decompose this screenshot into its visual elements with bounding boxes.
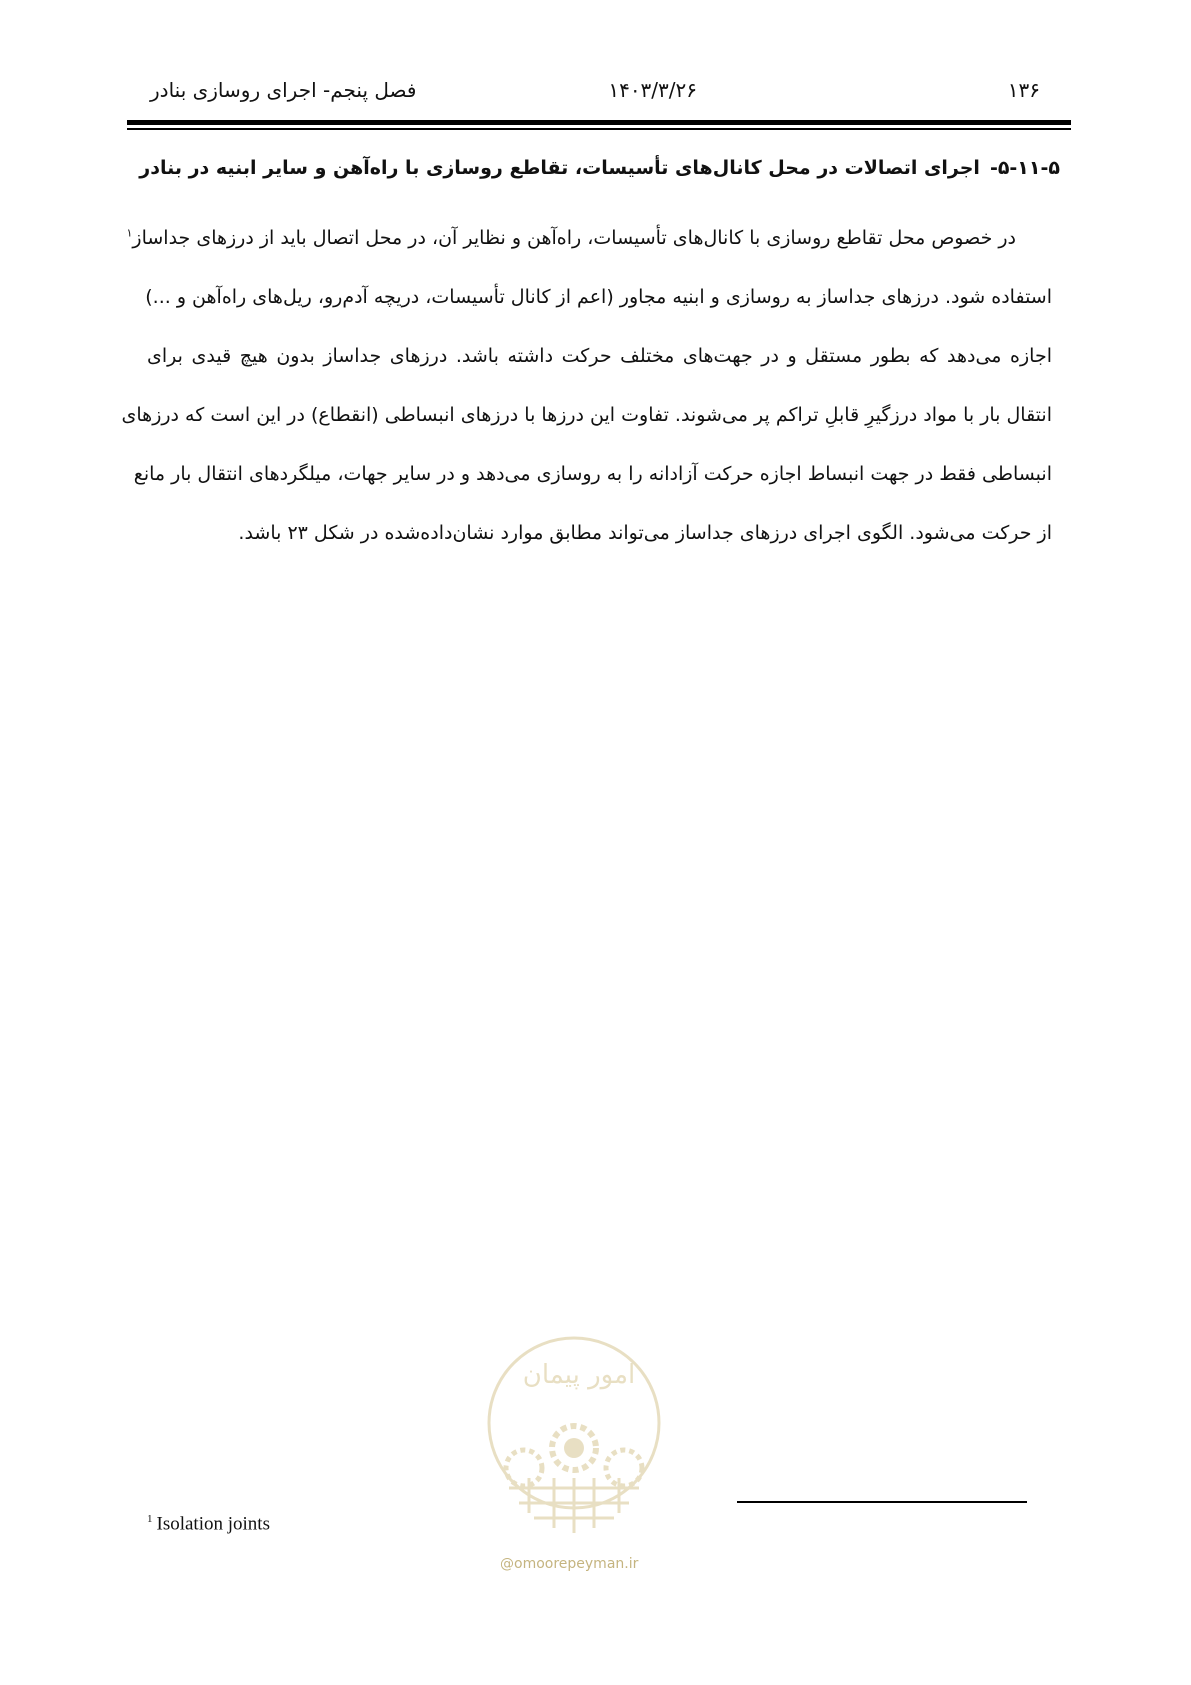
header-date: ۱۴۰۳/۳/۲۶	[608, 78, 697, 102]
section-heading	[139, 153, 1060, 183]
paragraph-line: در خصوص محل تقاطع روسازی با کانال‌های تأسیسات، راه‌آهن و نظایر آن، در محل اتصال باید از درزهای جداساز$^۱$	[126, 226, 1016, 249]
footnote-text: Isolation joints	[156, 1513, 270, 1535]
paragraph-line: انتقال بار با مواد درزگیرِ قابلِ تراکم پر می‌شوند. تفاوت این درزها با درزهای انبساطی (انقطاع) در این است که درزهای	[121, 404, 1052, 426]
paragraph-line: از حرکت می‌شود. الگوی اجرای درزهای جداساز می‌تواند مطابق موارد نشان‌داده‌شده در شکل ۲۳ باشد.	[238, 522, 1052, 544]
watermark-url: @omoorepeyman.ir	[500, 1556, 639, 1572]
footnote-number: 1	[147, 1513, 153, 1525]
page-number: ۱۳۶	[1007, 78, 1040, 102]
watermark-gear-hub	[564, 1438, 584, 1458]
watermark-logo	[484, 1328, 664, 1558]
body-paragraph	[121, 223, 1052, 577]
paragraph-line: اجازه می‌دهد که بطور مستقل و در جهت‌های مختلف حرکت داشته باشد. درزهای جداساز بدون هیچ قیدی برای	[147, 345, 1052, 367]
watermark-logo-text: امور پیمان	[522, 1360, 636, 1390]
header-rule-thick	[127, 120, 1071, 125]
section-title-text: اجرای اتصالات در محل کانال‌های تأسیسات، تقاطع روسازی با راه‌آهن و سایر ابنیه در بنادر	[139, 157, 980, 179]
footnote	[147, 1513, 270, 1535]
header-rule-thin	[127, 128, 1071, 130]
watermark-grid	[509, 1478, 639, 1533]
footnote-rule	[737, 1501, 1027, 1503]
section-number: ۵-۱۱-۵-	[989, 157, 1060, 179]
paragraph-line: استفاده شود. درزهای جداساز به روسازی و ابنیه مجاور (اعم از کانال تأسیسات، دریچه آدم‌رو، ریل‌های راه‌آهن و ...)	[145, 286, 1052, 308]
header-chapter-title: فصل پنجم- اجرای روسازی بنادر	[150, 78, 417, 102]
page-header	[150, 76, 1040, 116]
footnote-marker: ۱	[126, 226, 133, 240]
paragraph-line: انبساطی فقط در جهت انبساط اجازه حرکت آزادانه را به روسازی می‌دهد و در سایر جهات، میلگردهای انتقال بار مانع	[133, 463, 1052, 485]
